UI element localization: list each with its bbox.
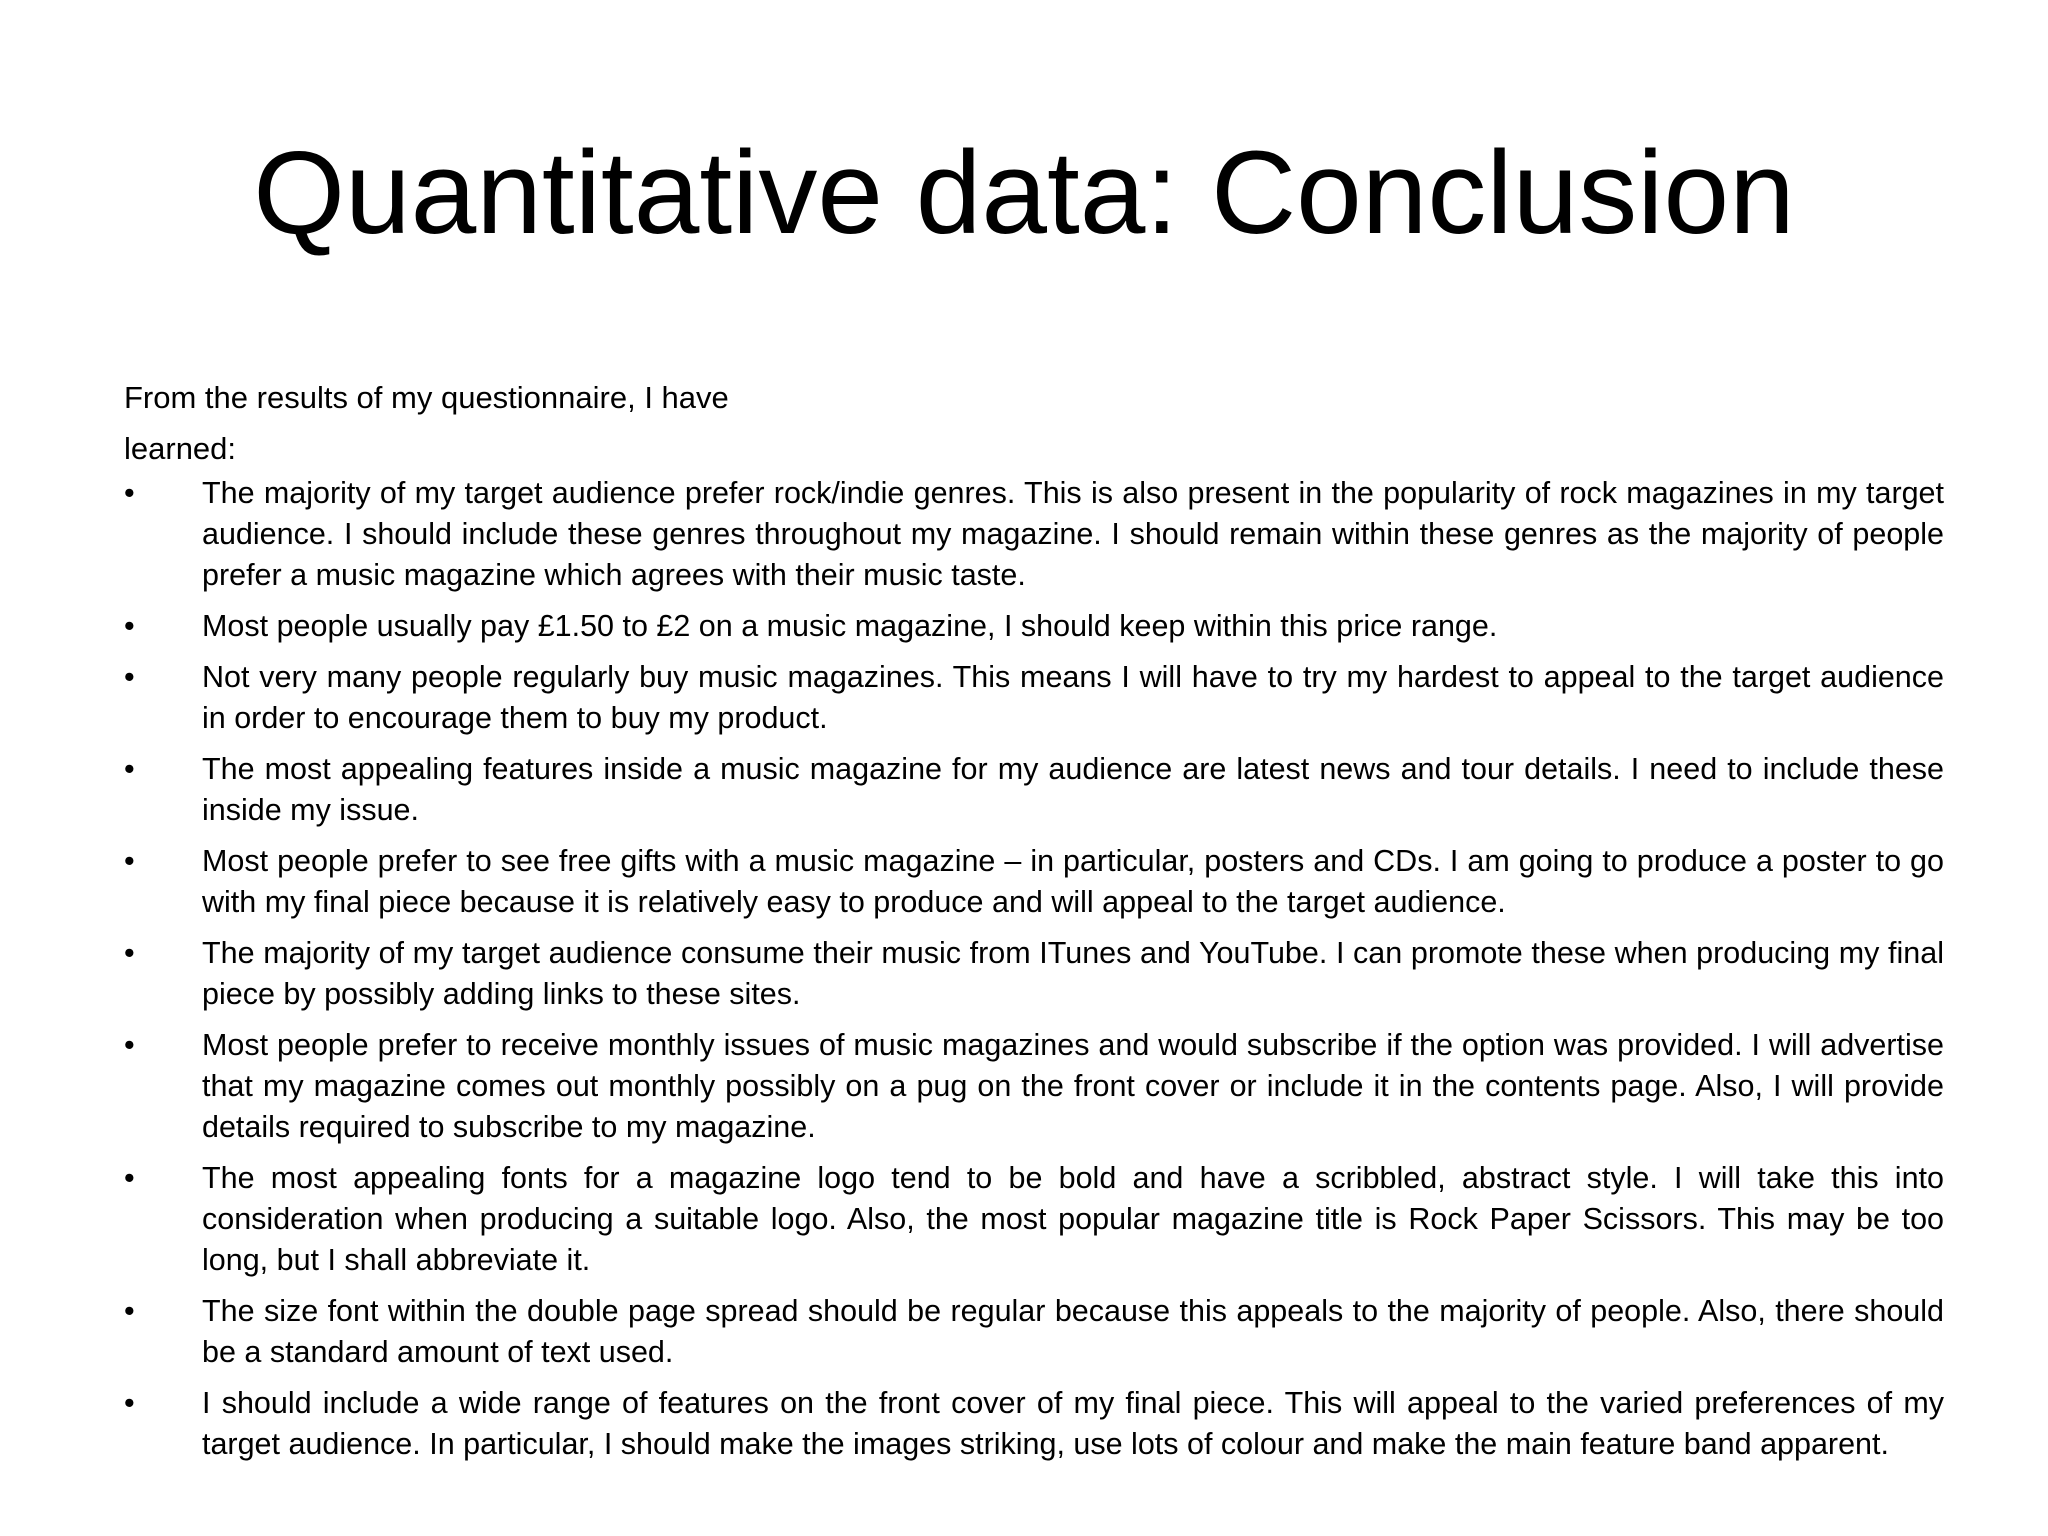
- bullet-text: Most people prefer to receive monthly issues of music magazines and would subscribe if the option was provided. I will advertise that my magazine comes out monthly possibly on a pug on the front cover or include it in the contents page. Also, I will provide details required to subscribe to my magazine.: [202, 1028, 1944, 1144]
- bullet-item: [124, 1025, 1944, 1148]
- bullet-item: [124, 841, 1944, 923]
- bullet-text: The most appealing fonts for a magazine logo tend to be bold and have a scribbled, abstract style. I will take this into consideration when producing a suitable logo. Also, the most popular magazine title is Rock Paper Scissors. This may be too long, but I shall abbreviate it.: [202, 1161, 1944, 1277]
- bullet-text: I should include a wide range of features on the front cover of my final piece. This will appeal to the varied preferences of my target audience. In particular, I should make the images striking, use lots of colour and make the main feature band apparent.: [202, 1386, 1944, 1461]
- conclusion-bullet-list: [124, 473, 1944, 1475]
- intro-line: From the results of my questionnaire, I have: [124, 380, 729, 415]
- bullet-icon: •: [124, 1161, 135, 1195]
- intro-line: learned:: [124, 431, 237, 466]
- bullet-text: The majority of my target audience consume their music from ITunes and YouTube. I can promote these when producing my final piece by possibly adding links to these sites.: [202, 936, 1944, 1011]
- bullet-icon: •: [124, 609, 135, 643]
- bullet-icon: •: [124, 1386, 135, 1420]
- bullet-item: [124, 606, 1944, 647]
- bullet-icon: •: [124, 844, 135, 878]
- bullet-icon: •: [124, 1294, 135, 1328]
- intro-text: [124, 372, 1024, 474]
- bullet-item: [124, 1291, 1944, 1373]
- bullet-icon: •: [124, 476, 135, 510]
- bullet-item: [124, 749, 1944, 831]
- bullet-icon: •: [124, 752, 135, 786]
- bullet-item: [124, 1383, 1944, 1465]
- slide-title: Quantitative data: Conclusion: [253, 127, 1795, 259]
- bullet-icon: •: [124, 936, 135, 970]
- bullet-text: The size font within the double page spread should be regular because this appeals to the majority of people. Also, there should be a standard amount of text used.: [202, 1294, 1944, 1369]
- bullet-text: The most appealing features inside a music magazine for my audience are latest news and tour details. I need to include these inside my issue.: [202, 752, 1944, 827]
- bullet-item: [124, 657, 1944, 739]
- bullet-icon: •: [124, 660, 135, 694]
- bullet-text: Most people prefer to see free gifts with a music magazine – in particular, posters and CDs. I am going to produce a poster to go with my final piece because it is relatively easy to produce and will appeal to the target audience.: [202, 844, 1944, 919]
- bullet-text: Not very many people regularly buy music magazines. This means I will have to try my hardest to appeal to the target audience in order to encourage them to buy my product.: [202, 660, 1944, 735]
- bullet-item: [124, 473, 1944, 596]
- bullet-item: [124, 1158, 1944, 1281]
- bullet-text: Most people usually pay £1.50 to £2 on a music magazine, I should keep within this price range.: [202, 609, 1498, 643]
- bullet-icon: •: [124, 1028, 135, 1062]
- bullet-text: The majority of my target audience prefer rock/indie genres. This is also present in the popularity of rock magazines in my target audience. I should include these genres throughout my magazine. I should remain within these genres as the majority of people prefer a music magazine which agrees with their music taste.: [202, 476, 1944, 592]
- bullet-item: [124, 933, 1944, 1015]
